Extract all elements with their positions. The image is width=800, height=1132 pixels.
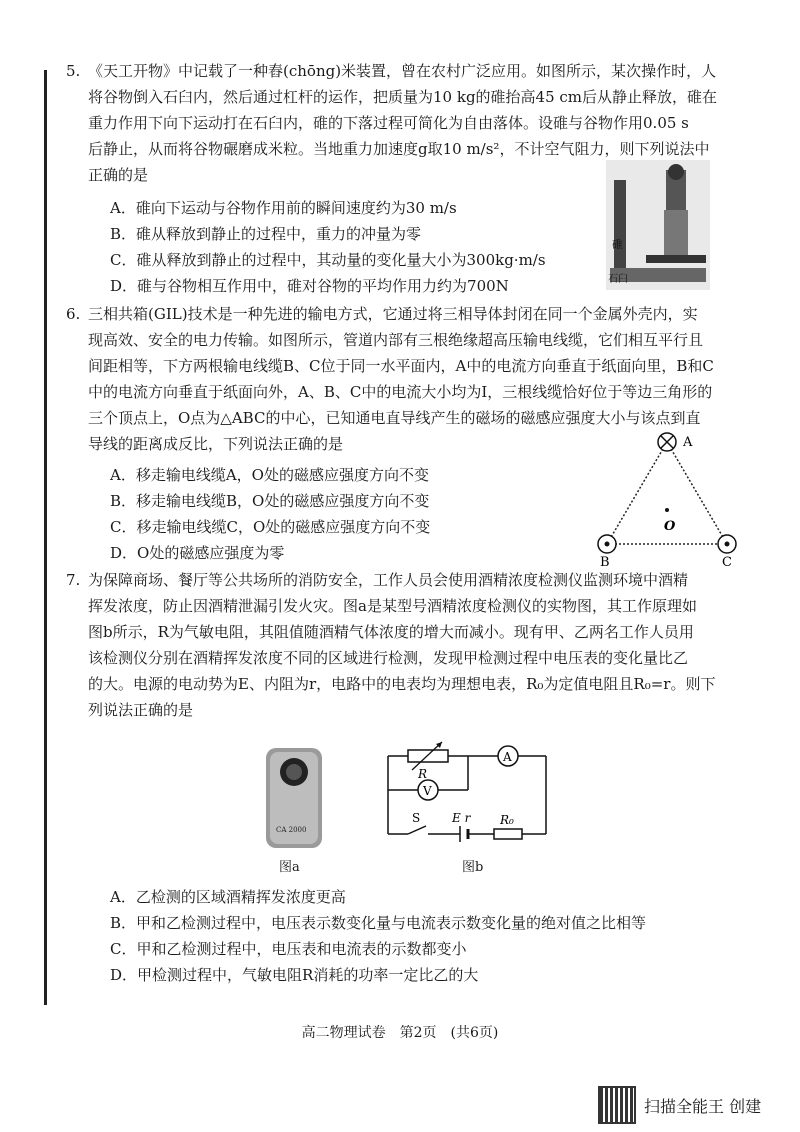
question-line: 后静止，从而将谷物碾磨成米粒。当地重力加速度g取10 m/s²，不计空气阻力，则下列说法中 xyxy=(88,140,710,158)
option-a: A．移走输电线缆A，O处的磁感应强度方向不变 xyxy=(110,466,429,484)
question-7 xyxy=(66,567,768,723)
fig-a-caption: 图a xyxy=(279,860,300,875)
question-line: 的大。电源的电动势为E、内阻为r，电路中的电表均为理想电表，R₀为定值电阻且R₀=r。则下 xyxy=(88,675,716,693)
voltmeter-icon xyxy=(418,780,438,800)
label-c: C xyxy=(722,555,732,568)
margin-line xyxy=(44,70,47,1005)
battery-icon xyxy=(460,826,468,842)
device-model-text: CA 2000 xyxy=(276,826,307,834)
question-line: 图b所示，R为气敏电阻，其阻值随酒精气体浓度的增大而减小。现有甲、乙两名工作人员用 xyxy=(88,623,694,641)
alcohol-detector-photo xyxy=(258,740,330,852)
cable-a-into-page-icon xyxy=(658,433,676,451)
dui-label: 碓 xyxy=(612,238,623,251)
ammeter-label: A xyxy=(503,750,512,764)
fixed-resistor-icon xyxy=(494,829,522,839)
option-a: A．乙检测的区域酒精挥发浓度更高 xyxy=(110,888,346,906)
triangle-diagram xyxy=(590,428,750,568)
question-line: 三相共箱(GIL)技术是一种先进的输电方式，它通过将三相导体封闭在同一个金属外壳内，实 xyxy=(88,305,698,323)
question-line: 挥发浓度，防止因酒精泄漏引发火灾。图a是某型号酒精浓度检测仪的实物图，其工作原理如 xyxy=(88,597,697,615)
question-number: 5. xyxy=(66,62,81,80)
emf-label: E r xyxy=(452,811,471,825)
question-line: 将谷物倒入石臼内，然后通过杠杆的运作，把质量为10 kg的碓抬高45 cm后从静止释放，碓在 xyxy=(88,88,718,106)
scanner-label: 扫描全能王 创建 xyxy=(644,1096,762,1116)
question-line: 列说法正确的是 xyxy=(88,701,194,719)
question-line: 导线的距离成反比，下列说法正确的是 xyxy=(88,435,344,453)
question-line: 重力作用下向下运动打在石臼内，碓的下落过程可简化为自由落体。设碓与谷物作用0.05 s xyxy=(88,114,689,132)
option-b: B．碓从释放到静止的过程中，重力的冲量为零 xyxy=(110,225,422,243)
option-d: D．O处的磁感应强度为零 xyxy=(110,544,285,562)
option-b: B．移走输电线缆B，O处的磁感应强度方向不变 xyxy=(110,492,430,510)
resistor-r-label: R xyxy=(418,767,428,781)
option-a: A．碓向下运动与谷物作用前的瞬间速度约为30 m/s xyxy=(110,199,457,217)
switch-label: S xyxy=(412,811,421,825)
qr-code-icon xyxy=(598,1086,636,1124)
center-point xyxy=(665,508,669,512)
question-line: 正确的是 xyxy=(88,166,149,184)
question-number: 6. xyxy=(66,305,81,323)
question-line: 三个顶点上，O点为△ABC的中心，已知通电直导线产生的磁场的磁感应强度大小与该点到直 xyxy=(88,409,701,427)
question-line: 中的电流方向垂直于纸面向外，A、B、C中的电流大小均为I，三根线缆恰好位于等边三角形的 xyxy=(88,383,713,401)
scanner-watermark xyxy=(598,1086,761,1124)
question-line: 该检测仪分别在酒精挥发浓度不同的区域进行检测，发现甲检测过程中电压表的变化量比乙 xyxy=(88,649,689,667)
pounding-device-illustration xyxy=(606,160,710,290)
option-d: D．碓与谷物相互作用中，碓对谷物的平均作用力约为700N xyxy=(110,277,509,295)
question-number: 7. xyxy=(66,571,81,589)
gas-resistor-icon xyxy=(408,742,448,770)
cable-b-out-of-page-icon xyxy=(598,535,616,553)
option-c: C．移走输电线缆C，O处的磁感应强度方向不变 xyxy=(110,518,431,536)
page-footer: 高二物理试卷 第2页 (共6页) xyxy=(301,1025,499,1041)
label-o: O xyxy=(664,519,676,534)
option-c: C．甲和乙检测过程中，电压表和电流表的示数都变小 xyxy=(110,940,467,958)
question-line: 间距相等，下方两根输电线缆B、C位于同一水平面内，A中的电流方向垂直于纸面向里，B和C xyxy=(88,357,714,375)
fig-b-caption: 图b xyxy=(462,860,484,875)
question-line: 为保障商场、餐厅等公共场所的消防安全，工作人员会使用酒精浓度检测仪监测环境中酒精 xyxy=(88,571,689,589)
circuit-diagram xyxy=(378,738,558,850)
cable-c-out-of-page-icon xyxy=(718,535,736,553)
label-b: B xyxy=(600,555,610,568)
option-d: D．甲检测过程中，气敏电阻R消耗的功率一定比乙的大 xyxy=(110,966,479,984)
voltmeter-label: V xyxy=(423,784,432,798)
shijiu-label: 石臼 xyxy=(608,274,628,285)
r0-label: R₀ xyxy=(500,813,514,827)
option-b: B．甲和乙检测过程中，电压表示数变化量与电流表示数变化量的绝对值之比相等 xyxy=(110,914,647,932)
option-c: C．碓从释放到静止的过程中，其动量的变化量大小为300kg·m/s xyxy=(110,251,546,269)
label-a: A xyxy=(683,435,693,450)
ammeter-icon xyxy=(498,746,518,766)
question-line: 《天工开物》中记载了一种舂(chōng)米装置，曾在农村广泛应用。如图所示，某次操作时，人 xyxy=(88,62,717,80)
question-line: 现高效、安全的电力传输。如图所示，管道内部有三根绝缘超高压输电线缆，它们相互平行且 xyxy=(88,331,704,349)
